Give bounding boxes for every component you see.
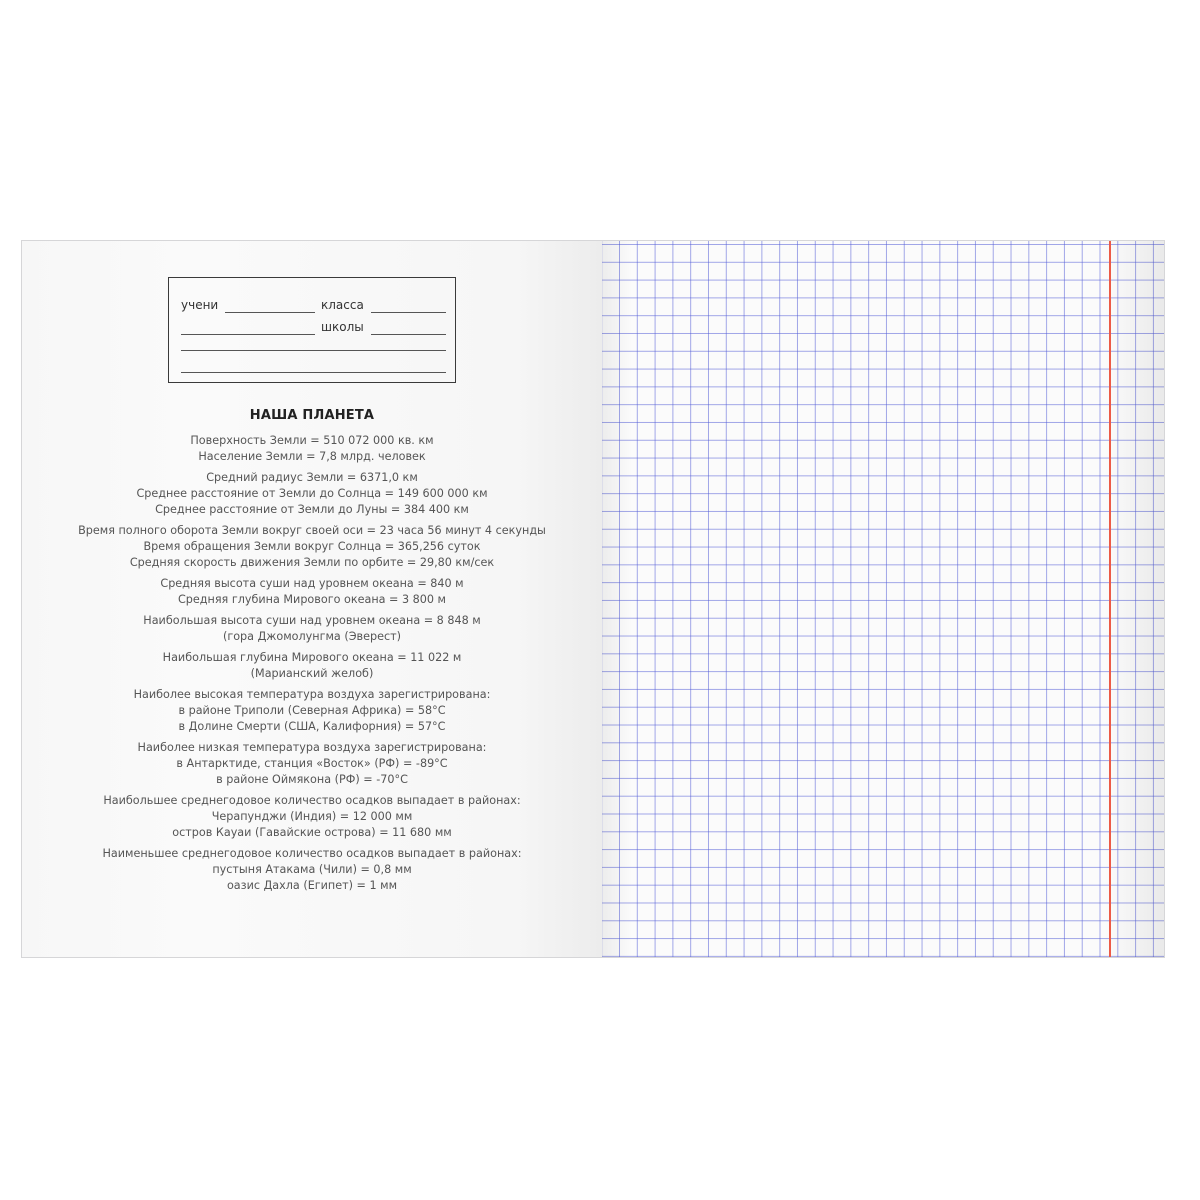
fact-line: Время обращения Земли вокруг Солнца = 365,256 суток [143, 540, 481, 553]
fact-line: в Антарктиде, станция «Восток» (РФ) = -89°С [176, 757, 448, 770]
fact-group [22, 740, 602, 788]
fact-group [22, 687, 602, 735]
margin-line [1109, 241, 1111, 957]
fact-line: Наибольшее среднегодовое количество осадков выпадает в районах: [103, 794, 521, 807]
fact-line: Среднее расстояние от Земли до Луны = 384 400 км [155, 503, 469, 516]
fact-line: Черапунджи (Индия) = 12 000 мм [211, 810, 413, 823]
fact-group [22, 576, 602, 608]
fact-line: остров Кауаи (Гавайские острова) = 11 680 мм [172, 826, 452, 839]
fact-line: Население Земли = 7,8 млрд. человек [198, 450, 426, 463]
school-line[interactable] [371, 334, 446, 335]
fact-group [22, 433, 602, 465]
fact-line: Наиболее низкая температура воздуха зарегистрирована: [137, 741, 487, 754]
fact-group [22, 613, 602, 645]
label-row-2 [181, 320, 445, 336]
student-name-line[interactable] [225, 312, 315, 313]
label-row-3 [181, 336, 445, 352]
label-row-1 [181, 298, 445, 314]
fact-group [22, 470, 602, 518]
fact-line: Наименьшее среднегодовое количество осадков выпадает в районах: [102, 847, 522, 860]
fact-line: в районе Триполи (Северная Африка) = 58°С [178, 704, 446, 717]
fact-line: (Марианский желоб) [250, 667, 374, 680]
blank-line-3[interactable] [181, 350, 446, 351]
label-row-4 [181, 358, 445, 374]
fact-line: в Долине Смерти (США, Калифорния) = 57°С [178, 720, 446, 733]
student-label: учени [181, 298, 219, 312]
fact-line: Наибольшая глубина Мирового океана = 11 022 м [162, 651, 462, 664]
fact-line: Средняя скорость движения Земли по орбите = 29,80 км/сек [129, 556, 495, 569]
fact-line: Наибольшая высота суши над уровнем океана = 8 848 м [143, 614, 481, 627]
fact-group [22, 846, 602, 894]
fact-line: в районе Оймякона (РФ) = -70°С [216, 773, 408, 786]
notebook-spread [21, 240, 1165, 958]
fact-line: Средняя глубина Мирового океана = 3 800 м [177, 593, 446, 606]
student-label-box [168, 277, 456, 383]
fact-group [22, 650, 602, 682]
facts-title: НАША ПЛАНЕТА [249, 408, 375, 423]
blank-line-4[interactable] [181, 372, 446, 373]
class-line[interactable] [371, 312, 446, 313]
fact-line: (гора Джомолунгма (Эверест) [222, 630, 402, 643]
school-label: школы [321, 320, 364, 334]
facts-groups [22, 433, 602, 894]
fact-line: Средний радиус Земли = 6371,0 км [206, 471, 418, 484]
class-label: класса [321, 298, 364, 312]
fact-group [22, 523, 602, 571]
fact-line: Поверхность Земли = 510 072 000 кв. км [190, 434, 434, 447]
fact-line: Наиболее высокая температура воздуха зарегистрирована: [133, 688, 491, 701]
fact-line: Средняя высота суши над уровнем океана = 840 м [160, 577, 464, 590]
fact-line: оазис Дахла (Египет) = 1 мм [226, 879, 398, 892]
fact-line: Время полного оборота Земли вокруг своей оси = 23 часа 56 минут 4 секунды [78, 524, 546, 537]
fact-line: пустыня Атакама (Чили) = 0,8 мм [212, 863, 412, 876]
left-page [22, 241, 602, 957]
name-line-2[interactable] [181, 334, 315, 335]
fact-line: Среднее расстояние от Земли до Солнца = 149 600 000 км [136, 487, 488, 500]
planet-facts [22, 407, 602, 899]
fact-group [22, 793, 602, 841]
grid-page [602, 241, 1164, 957]
